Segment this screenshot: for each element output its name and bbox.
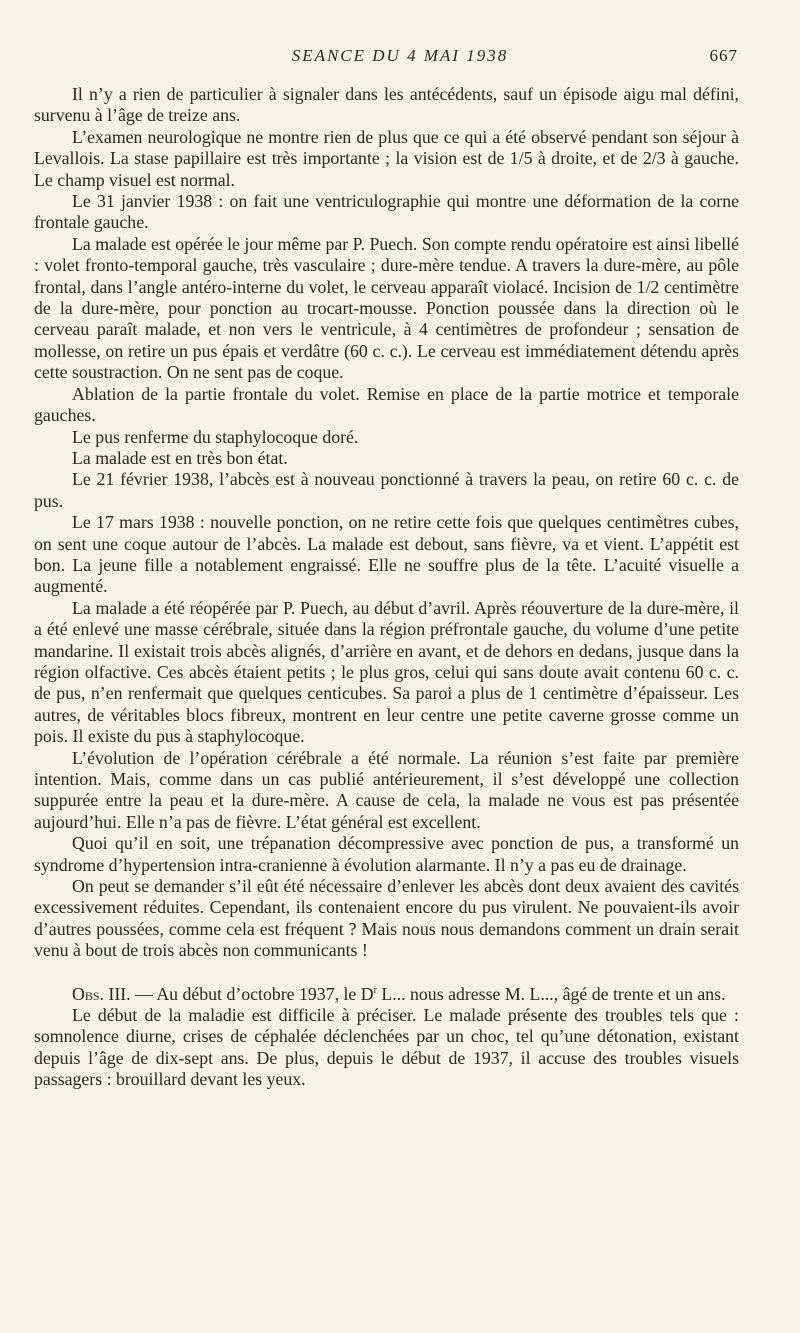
paragraph: Le pus renferme du staphylocoque doré. xyxy=(72,426,359,447)
paragraph: Quoi qu’il en soit, une trépanation décompressive avec ponction de pus, a transformé un syndrome d’hypertension intra-cranienne à évolution alarmante. Il n’y a pas eu de drainage. xyxy=(34,833,739,875)
running-title: SEANCE DU 4 MAI 1938 xyxy=(291,46,509,65)
paragraph: L’évolution de l’opération cérébrale a été normale. La réunion s’est faite par première intention. Mais, comme dans un cas publié antérieurement, il s’est développé une collection suppurée entre la peau et la dure-mère. A cause de cela, la malade ne vous est pas présentée aujourd’hui. Elle n’a pas de fièvre. L’état général est excellent. xyxy=(34,747,739,832)
observation-text-cont: L... nous adresse M. L..., âgé de trente et un ans. xyxy=(376,983,726,1004)
paragraph: La malade a été réopérée par P. Puech, au début d’avril. Après réouverture de la dure-mère, il a été enlevé une masse cérébrale, située dans la région préfrontale gauche, du volume d’une petite mandarine. Il existait trois abcès alignés, d’arrière en avant, et de dehors en dedans, jusque dans la région olfactive. Ces abcès étaient petits ; le plus gros, celui qui sans doute avait contenu 60 c. c. de pus, n’en renfermait que quelques centicubes. Sa paroi a plus de 1 centimètre d’épaisseur. Les autres, de véritables blocs fibreux, montrent en leur centre une petite caverne grosse comme un pois. Il existe du pus à staphylocoque. xyxy=(34,597,739,747)
doctor-superscript: r xyxy=(373,984,377,996)
observation-label: Obs. III. xyxy=(72,983,131,1004)
observation-text: — Au début d’octobre 1937, le D xyxy=(130,983,374,1004)
paragraph: Le 17 mars 1938 : nouvelle ponction, on ne retire cette fois que quelques centimètres cubes, on sent une coque autour de l’abcès. La malade est debout, sans fièvre, va et vient. L’appétit est bon. La jeune fille a notablement engraissé. Elle ne souffre plus de la tête. L’acuité visuelle a augmenté. xyxy=(34,512,739,597)
paragraph: On peut se demander s’il eût été nécessaire d’enlever les abcès dont deux avaient des cavités excessivement réduites. Cependant, ils contenaient encore du pus virulent. Ne pouvaient-ils avoir d’autres poussées, comme cela est fréquent ? Mais nous nous demandons comment un drain serait venu à bout de trois abcès non communicants ! xyxy=(34,876,739,961)
paragraph: Le 21 février 1938, l’abcès est à nouveau ponctionné à travers la peau, on retire 60 c. c. de pus. xyxy=(34,469,739,511)
paragraph: Il n’y a rien de particulier à signaler dans les antécédents, sauf un épisode aigu mal défini, survenu à l’âge de treize ans. xyxy=(34,84,739,126)
observation-heading-paragraph xyxy=(34,984,739,1005)
running-head xyxy=(0,46,800,72)
paragraph: L’examen neurologique ne montre rien de plus que ce qui a été observé pendant son séjour à Levallois. La stase papillaire est très importante ; la vision est de 1/5 à droite, et de 2/3 à gauche. Le champ visuel est normal. xyxy=(34,126,739,190)
body-text xyxy=(34,84,739,1091)
page-number: 667 xyxy=(709,46,738,65)
paragraph: Le début de la maladie est difficile à préciser. Le malade présente des troubles tels que : somnolence diurne, crises de céphalée déclenchées par un choc, tel qu’une détonation, existant depuis l’âge de dix-sept ans. De plus, depuis le début de 1937, il accuse des troubles visuels passagers : brouillard devant les yeux. xyxy=(34,1005,739,1090)
paragraph: La malade est en très bon état. xyxy=(72,447,288,468)
paragraph: Ablation de la partie frontale du volet. Remise en place de la partie motrice et temporale gauches. xyxy=(34,383,739,426)
paragraph: La malade est opérée le jour même par P. Puech. Son compte rendu opératoire est ainsi libellé : volet fronto-temporal gauche, très vasculaire ; dure-mère tendue. A travers la dure-mère, au pôle frontal, dans l’angle antéro-interne du volet, le cerveau apparaît violacé. Incision de 1/2 centimètre de la dure-mère, pour ponction au trocart-mousse. Ponction poussée dans la direction où le cerveau paraît malade, et non vers le ventricule, à 4 centimètres de profondeur ; sensation de mollesse, on retire un pus épais et verdâtre (60 c. c.). Le cerveau est immédiatement détendu après cette soustraction. On ne sent pas de coque. xyxy=(34,233,739,383)
paragraph: Le 31 janvier 1938 : on fait une ventriculographie qui montre une déformation de la corne frontale gauche. xyxy=(34,191,739,233)
